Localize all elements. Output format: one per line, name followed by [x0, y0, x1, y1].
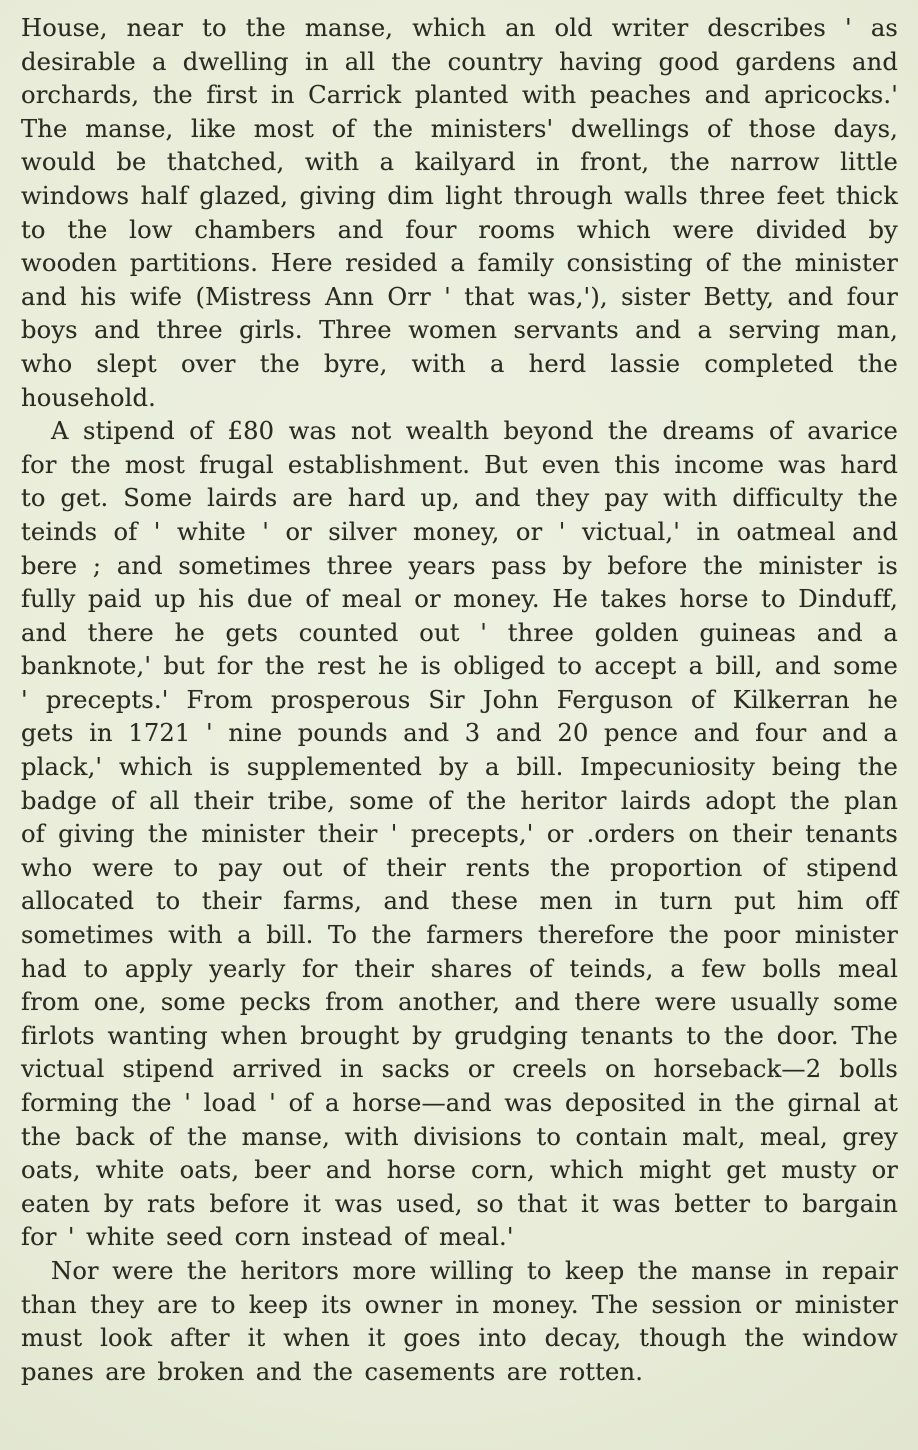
paragraph-stipend: A stipend of £80 was not wealth beyond the dreams of avarice for the most frugal establishment. But even this income was hard to get. Some lairds are hard up, and they pay with difficulty the teinds of ' white ' or silver money, or ' victual,' in oatmeal and bere ; and sometimes three years pass by before the minister is fully paid up his due of meal or money. He takes horse to Dinduff, and there he gets counted out ' three golden guineas and a banknote,' but for the rest he is obliged to accept a bill, and some ' precepts.' From prosperous Sir John Ferguson of Kilkerran he gets in 1721 ' nine pounds and 3 and 20 pence and four and a plack,' which is supplemented by a bill. Impecuniosity being the badge of all their tribe, some of the heritor lairds adopt the plan of giving the minister their ' precepts,' or .orders on their tenants who were to pay out of their rents the proportion of stipend allocated to their farms, and these men in turn put him off sometimes with a bill. To the farmers therefore the poor minister had to apply yearly for their shares of teinds, a few bolls meal from one, some pecks from another, and there were usually some firlots wanting when brought by grudging tenants to the door. The victual stipend arrived in sacks or creels on horseback—2 bolls forming the ' load ' of a horse—and was deposited in the girnal at the back of the manse, with divisions to contain malt, meal, grey oats, white oats, beer and horse corn, which might get musty or eaten by rats before it was used, so that it was better to bargain for ' white seed corn instead of meal.' — [21, 417, 898, 1252]
paragraph-heritors-repair: Nor were the heritors more willing to keep the manse in repair than they are to keep its owner in money. The session or minister must look after it when it goes into decay, though the window panes are broken and the casements are rotten. — [21, 1256, 898, 1386]
paragraph-house-and-manse: House, near to the manse, which an old writer describes ' as desirable a dwelling in all the country having good gardens and orchards, the first in Carrick planted with peaches and apricocks.' The manse, like most of the ministers' dwellings of those days, would be thatched, with a kailyard in front, the narrow little windows half glazed, giving dim light through walls three feet thick to the low chambers and four rooms which were divided by wooden partitions. Here resided a family consisting of the minister and his wife (Mistress Ann Orr ' that was,'), sister Betty, and four boys and three girls. Three women servants and a serving man, who slept over the byre, with a herd lassie completed the household. — [21, 14, 898, 412]
